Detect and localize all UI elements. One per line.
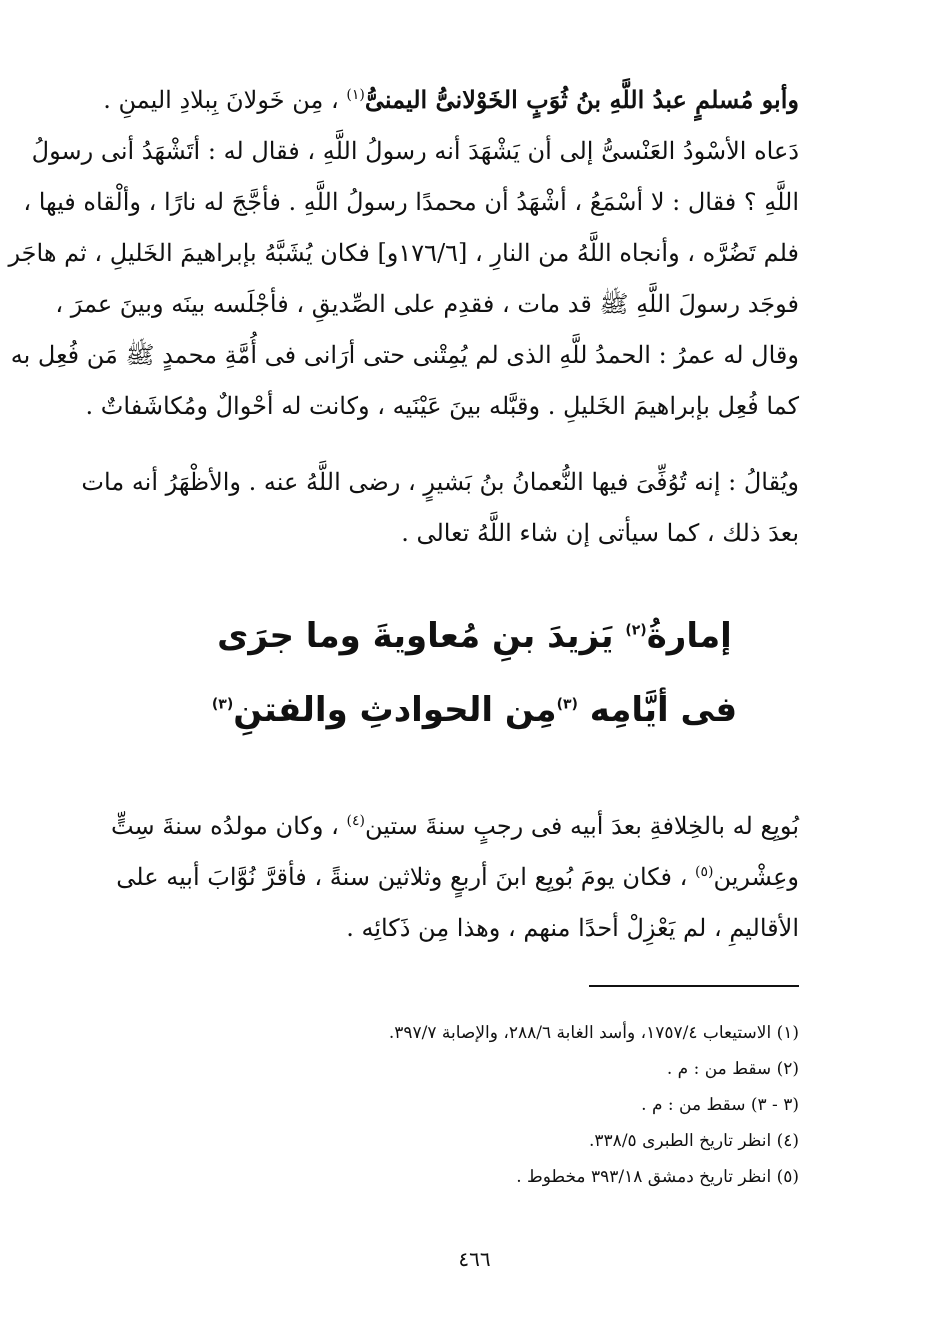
text-span: بُويِع له بالخِلافةِ بعدَ أبيه فى رجبٍ سنةَ ستين <box>364 812 799 840</box>
heading-text: يَزيدَ بنِ مُعاويةَ وما جرَى <box>217 616 614 656</box>
section-heading-line2 <box>0 690 949 730</box>
paragraph-yazid <box>99 801 799 954</box>
text-line: فوجَد رسولَ اللَّهِ ﷺ قد مات ، فقدِم على الصِّديقِ ، فأجْلَسه بينَه وبينَ عمرَ ، <box>55 290 799 318</box>
paragraph-abu-muslim <box>8 74 799 432</box>
footnote-ref: (٤) <box>346 813 365 829</box>
footnote: (٥) انظر تاريخ دمشق ٣٩٣/١٨ مخطوط . <box>516 1167 799 1187</box>
heading-text: مِن الحوادثِ والفتنِ <box>233 690 557 730</box>
footnote-ref: (٣) <box>556 696 578 713</box>
text-line: بعدَ ذلك ، كما سيأتى إن شاء اللَّهُ تعالى . <box>401 519 799 547</box>
footnote: (٤) انظر تاريخ الطبرى ٣٣٨/٥. <box>589 1131 799 1151</box>
text-span: ، فكان يومَ بُويِع ابنَ أربعٍ وثلاثين سنةً ، فأقرَّ نُوَّابَ أبيه على <box>116 863 688 891</box>
footnote-ref: (٢) <box>625 622 647 639</box>
heading-text: إمارةُ <box>646 616 732 656</box>
text-span: ، وكان مولدُه سنةَ سِتٍّ <box>110 812 339 840</box>
text-line: فلم تَضُرَّه ، وأنجاه اللَّهُ من النارِ ، [١٧٦/٦و] فكان يُشَبَّهُ بإبراهيمَ الخَليلِ ، ثم هاجَر <box>8 239 799 267</box>
footnotes-list <box>99 1015 799 1195</box>
text-line <box>99 74 799 126</box>
text-line: اللَّهِ ؟ فقال : لا أسْمَعُ ، أشْهَدُ أن محمدًا رسولُ اللَّهِ . فأجَّجَ له نارًا ، وألْقاه فيها ، <box>23 188 799 216</box>
text-line: وقال له عمرُ : الحمدُ للَّهِ الذى لم يُمِتْنى حتى أرَانى فى أُمَّةِ محمدٍ ﷺ مَن فُعِل به <box>10 341 799 369</box>
text-line <box>99 852 799 903</box>
text-line: كما فُعِل بإبراهيمَ الخَليلِ . وقبَّله بينَ عَيْنَيه ، وكانت له أحْوالٌ ومُكاشَفاتٌ . <box>85 392 799 420</box>
footnote: (٢) سقط من : م . <box>666 1059 799 1079</box>
name-heading: وأبو مُسلمٍ عبدُ اللَّهِ بنُ ثُوَبٍ الخَوْلانىُّ اليمنىُّ <box>364 85 799 114</box>
text-line: ويُقالُ : إنه تُوُفِّىَ فيها النُّعمانُ بنُ بَشيرٍ ، رضى اللَّهُ عنه . والأظْهَرُ أنه مات <box>81 468 799 496</box>
footnote-ref: (٥) <box>695 864 714 880</box>
footnote: (١) الاستيعاب ١٧٥٧/٤، وأسد الغابة ٢٨٨/٦، والإصابة ٣٩٧/٧. <box>388 1023 799 1043</box>
text-span: ، مِن خَولانَ بِبلادِ اليمنِ . <box>103 86 339 114</box>
text-span: وعِشْرين <box>713 863 799 891</box>
footnote-divider <box>589 985 799 987</box>
footnote-ref: (٣) <box>211 696 234 713</box>
text-line: الأقاليمِ ، لم يَعْزِلْ أحدًا منهم ، وهذا مِن ذَكائِه . <box>346 914 799 942</box>
heading-text: فى أيَّامِه <box>589 690 738 730</box>
section-heading-line1 <box>0 616 949 656</box>
text-line <box>99 801 799 852</box>
page-number: ٤٦٦ <box>458 1247 491 1271</box>
text-line: دَعاه الأسْودُ العَنْسىُّ إلى أن يَشْهَدَ أنه رسولُ اللَّهِ ، فقال له : أتَشْهَدُ أنى رسولُ <box>31 137 799 165</box>
footnote: (٣ - ٣) سقط من : م . <box>641 1095 799 1115</box>
paragraph-numan <box>81 457 799 559</box>
footnote-ref: (١) <box>346 87 365 103</box>
